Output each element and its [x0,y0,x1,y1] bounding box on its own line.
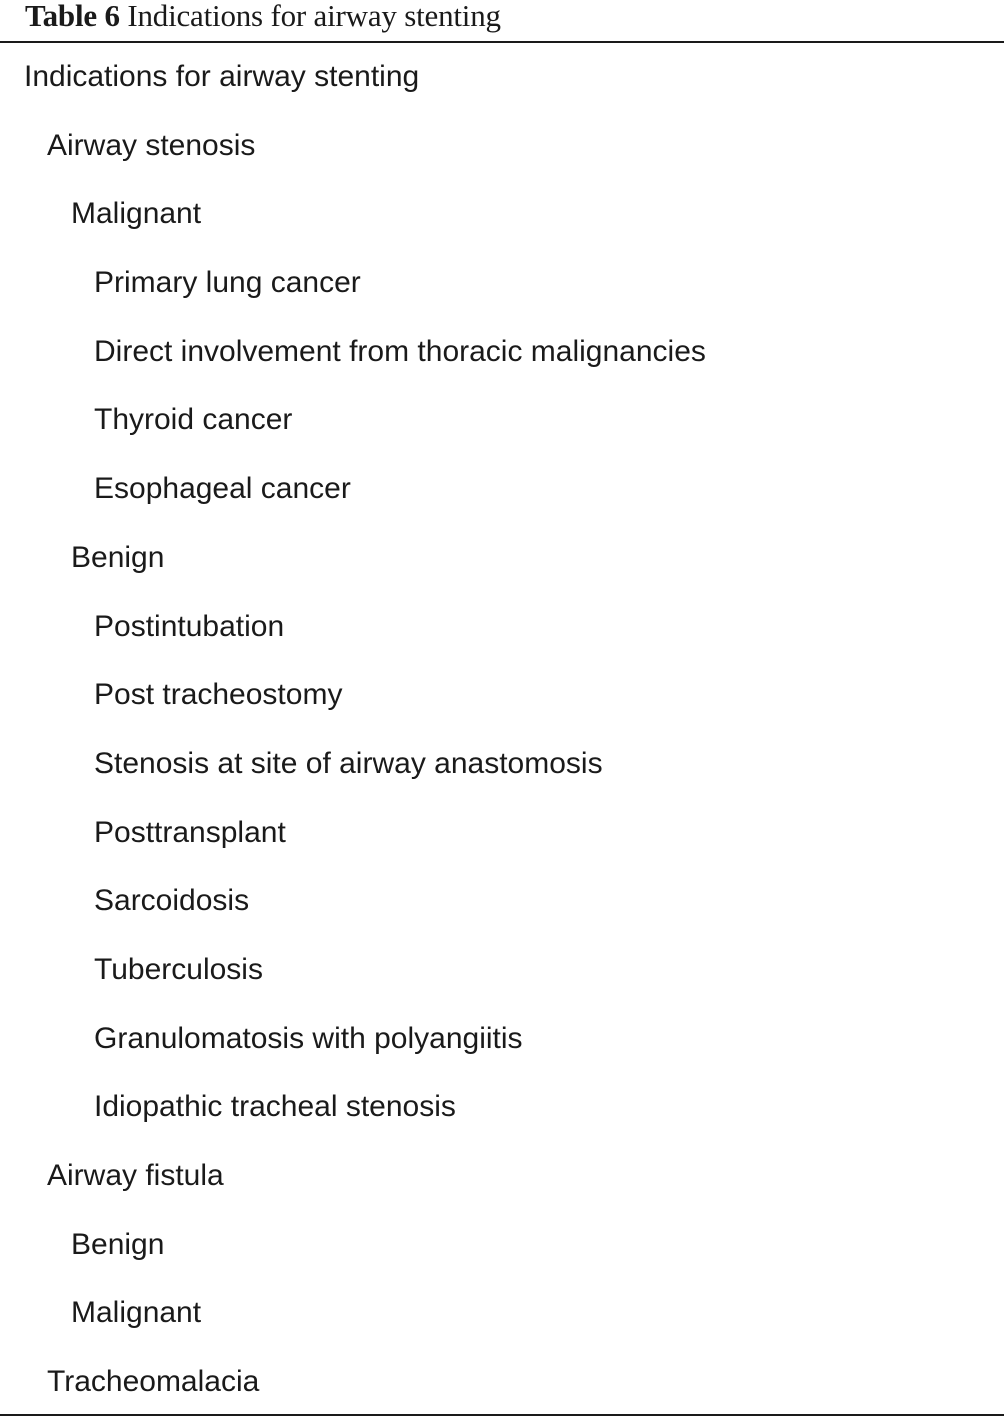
table-row: Esophageal cancer [94,472,351,506]
table-row: Airway stenosis [47,128,256,162]
table-row: Thyroid cancer [94,403,293,437]
bottom-rule [0,1414,1004,1416]
table-title: Indications for airway stenting [127,0,501,33]
table-row: Benign [71,1227,165,1261]
table-row: Malignant [71,1296,202,1330]
table-row: Sarcoidosis [94,884,250,918]
table-caption [25,0,501,36]
table-row: Airway fistula [47,1159,224,1192]
indications-table [0,43,1004,1417]
table-row: Benign [71,540,165,574]
table-row: Malignant [71,197,202,231]
table-row: Posttransplant [94,815,286,849]
table-row: Tracheomalacia [47,1365,260,1399]
table-row: Primary lung cancer [94,266,361,300]
table-row: Postintubation [94,609,285,643]
table-row: Stenosis at site of airway anastomosis [94,746,603,780]
table-row: Post tracheostomy [94,678,343,712]
table-row: Direct involvement from thoracic malignancies [94,334,706,368]
table-row: Indications for airway stenting [24,60,420,93]
table-label: Table 6 [25,0,120,33]
table-row: Idiopathic tracheal stenosis [94,1090,456,1124]
table-row: Granulomatosis with polyangiitis [94,1021,523,1055]
table-row: Tuberculosis [94,952,263,986]
